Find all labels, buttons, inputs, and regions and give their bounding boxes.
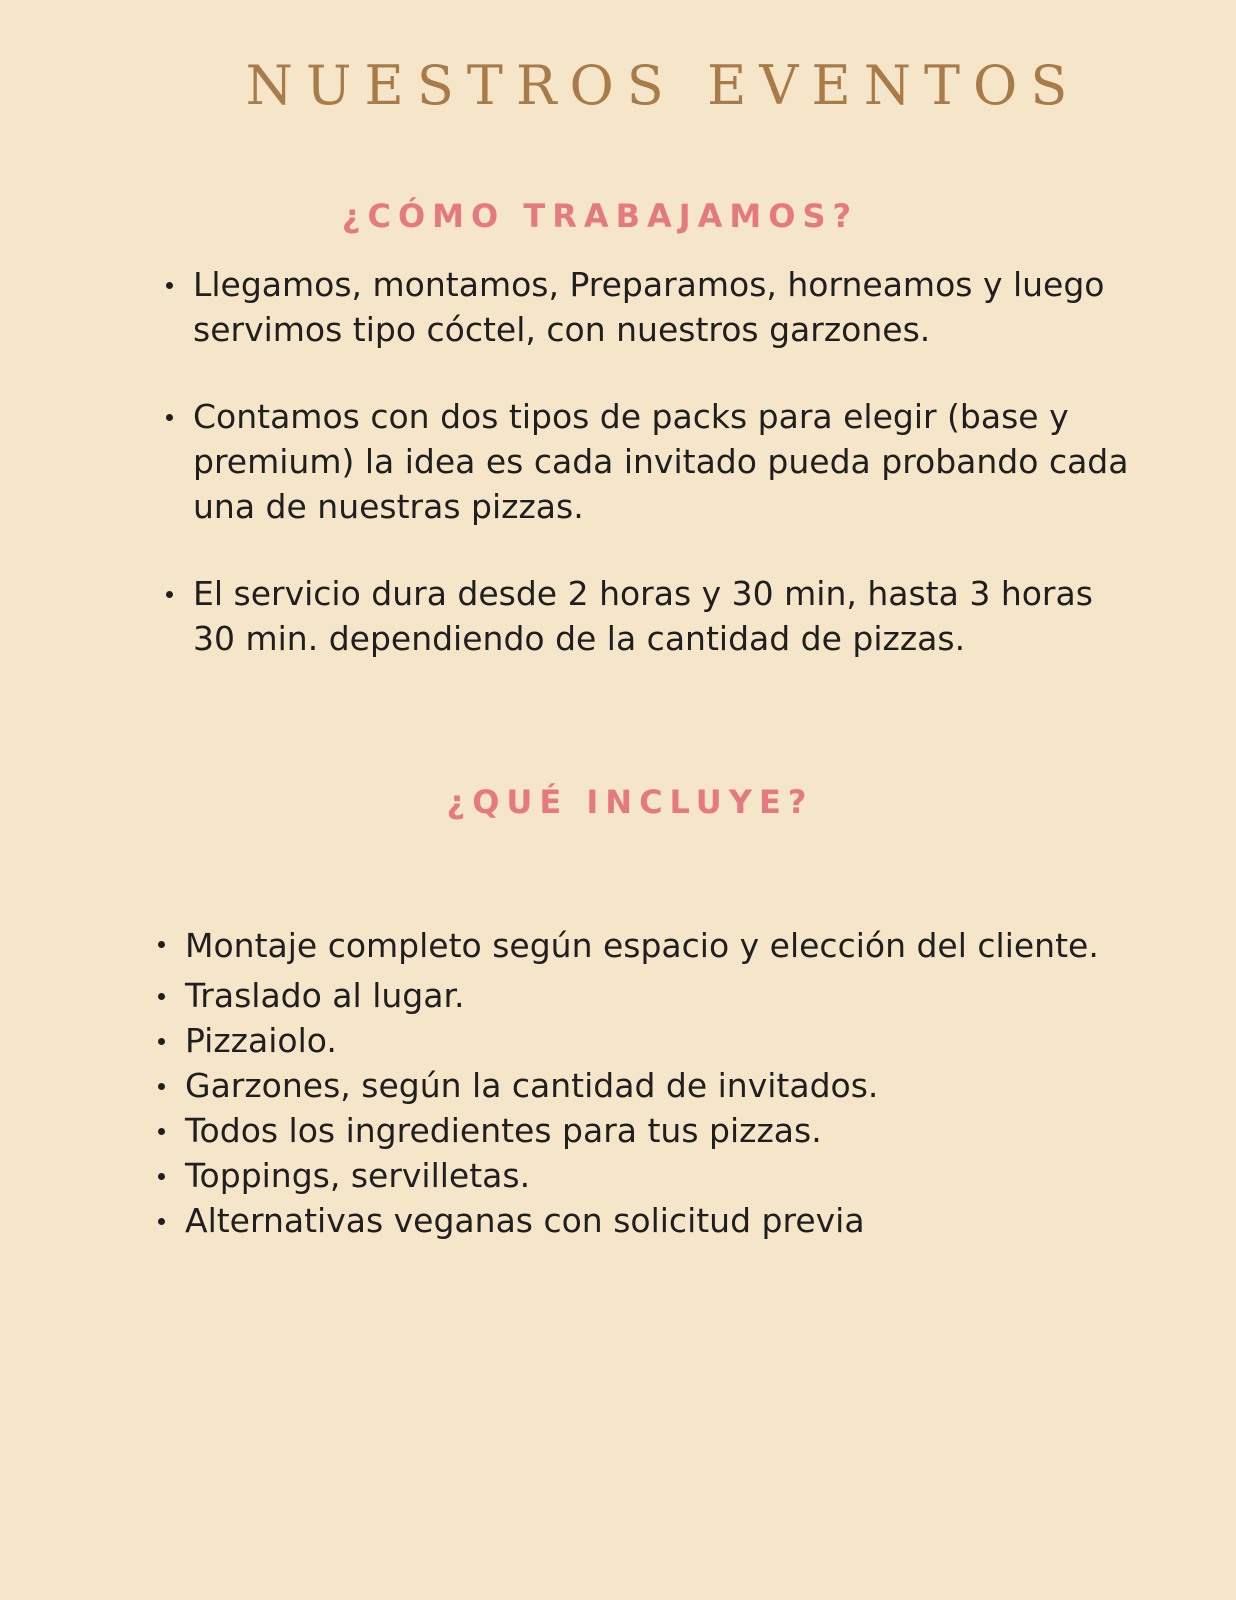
list-item: Todos los ingredientes para tus pizzas. bbox=[185, 1108, 1105, 1153]
como-trabajamos-list bbox=[193, 262, 1133, 703]
list-item: Pizzaiolo. bbox=[185, 1018, 1105, 1063]
list-item: Montaje completo según espacio y elección del cliente. bbox=[185, 921, 1105, 970]
list-item: El servicio dura desde 2 horas y 30 min, hasta 3 horas 30 min. dependiendo de la cantidad de pizzas. bbox=[193, 571, 1133, 661]
page-title: NUESTROS EVENTOS bbox=[245, 54, 1081, 117]
list-item: Contamos con dos tipos de packs para elegir (base y premium) la idea es cada invitado pueda probando cada una de nuestras pizzas. bbox=[193, 394, 1133, 529]
list-item: Toppings, servilletas. bbox=[185, 1153, 1105, 1198]
list-item: Traslado al lugar. bbox=[185, 973, 1105, 1018]
que-incluye-list bbox=[185, 921, 1105, 1243]
list-item: Llegamos, montamos, Preparamos, horneamos y luego servimos tipo cóctel, con nuestros garzones. bbox=[193, 262, 1133, 352]
section-heading-como-trabajamos: ¿CÓMO TRABAJAMOS? bbox=[341, 197, 859, 235]
section-heading-que-incluye: ¿QUÉ INCLUYE? bbox=[446, 783, 814, 821]
list-item: Garzones, según la cantidad de invitados. bbox=[185, 1063, 1105, 1108]
list-item: Alternativas veganas con solicitud previa bbox=[185, 1198, 1105, 1243]
